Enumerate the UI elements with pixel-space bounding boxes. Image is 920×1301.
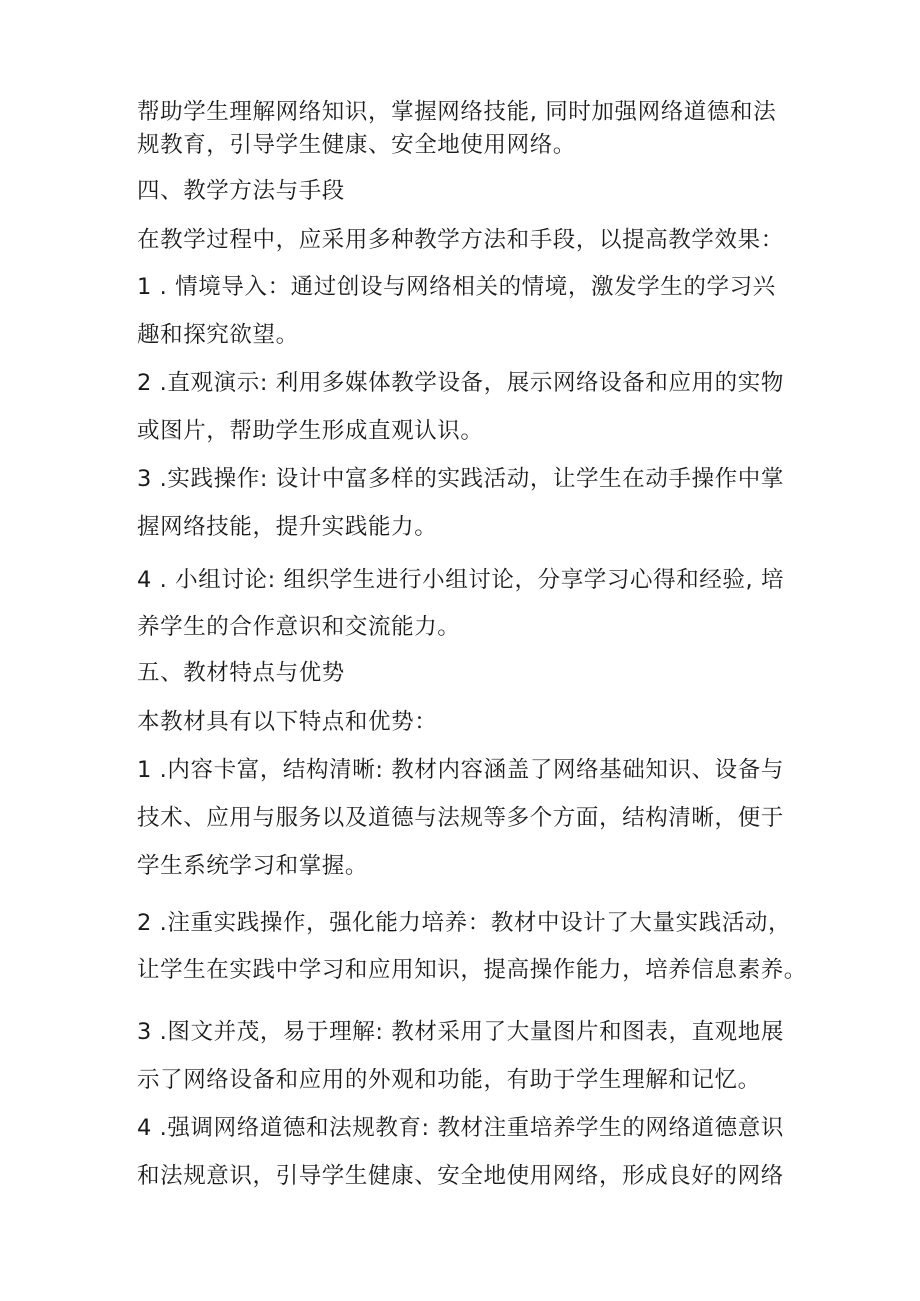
text-line: 握网络技能，提升实践能力。 [137, 514, 438, 540]
list-item: 2 .注重实践操作，强化能力培养：教材中设计了大量实践活动， [137, 910, 792, 936]
text-line: 技术、应用与服务以及道德与法规等多个方面，结构清晰，便于 [137, 805, 784, 831]
text-line: 规教育，引导学生健康、安全地使用网络。 [137, 132, 576, 158]
text-line: 趣和探究欲望。 [137, 322, 299, 348]
list-item: 4 . 小组讨论: 组织学生进行小组讨论，分享学习心得和经验, 培 [137, 567, 785, 593]
text-line: 或图片，帮助学生形成直观认识。 [137, 418, 484, 444]
text-line: 本教材具有以下特点和优势： [137, 709, 438, 735]
list-item: 3 .图文并茂，易于理解: 教材采用了大量图片和图表，直观地展 [137, 1019, 784, 1045]
list-item: 4 .强调网络道德和法规教育: 教材注重培养学生的网络道德意识 [137, 1115, 784, 1141]
text-line: 帮助学生理解网络知识，掌握网络技能, 同时加强网络道德和法 [137, 99, 777, 125]
list-item: 2 .直观演示: 利用多媒体教学设备，展示网络设备和应用的实物 [137, 370, 784, 396]
text-line: 学生系统学习和掌握。 [137, 853, 369, 879]
list-item: 1 .内容卡富，结构清晰: 教材内容涵盖了网络基础知识、设备与 [137, 757, 784, 783]
text-line: 在教学过程中，应采用多种教学方法和手段，以提高教学效果： [137, 227, 784, 253]
text-line: 示了网络设备和应用的外观和功能，有助于学生理解和记忆。 [137, 1067, 761, 1093]
section-heading: 四、教学方法与手段 [137, 178, 345, 204]
list-item: 3 .实践操作: 设计中富多样的实践活动，让学生在动手操作中掌 [137, 466, 784, 492]
section-heading: 五、教材特点与优势 [137, 660, 345, 686]
text-line: 养学生的合作意识和交流能力。 [137, 614, 461, 640]
list-item: 1 . 情境导入：通过创设与网络相关的情境，激发学生的学习兴 [137, 274, 776, 300]
text-line: 和法规意识，引导学生健康、安全地使用网络，形成良好的网络 [137, 1163, 784, 1189]
text-line: 让学生在实践中学习和应用知识，提高操作能力，培养信息素养。 [137, 957, 807, 983]
